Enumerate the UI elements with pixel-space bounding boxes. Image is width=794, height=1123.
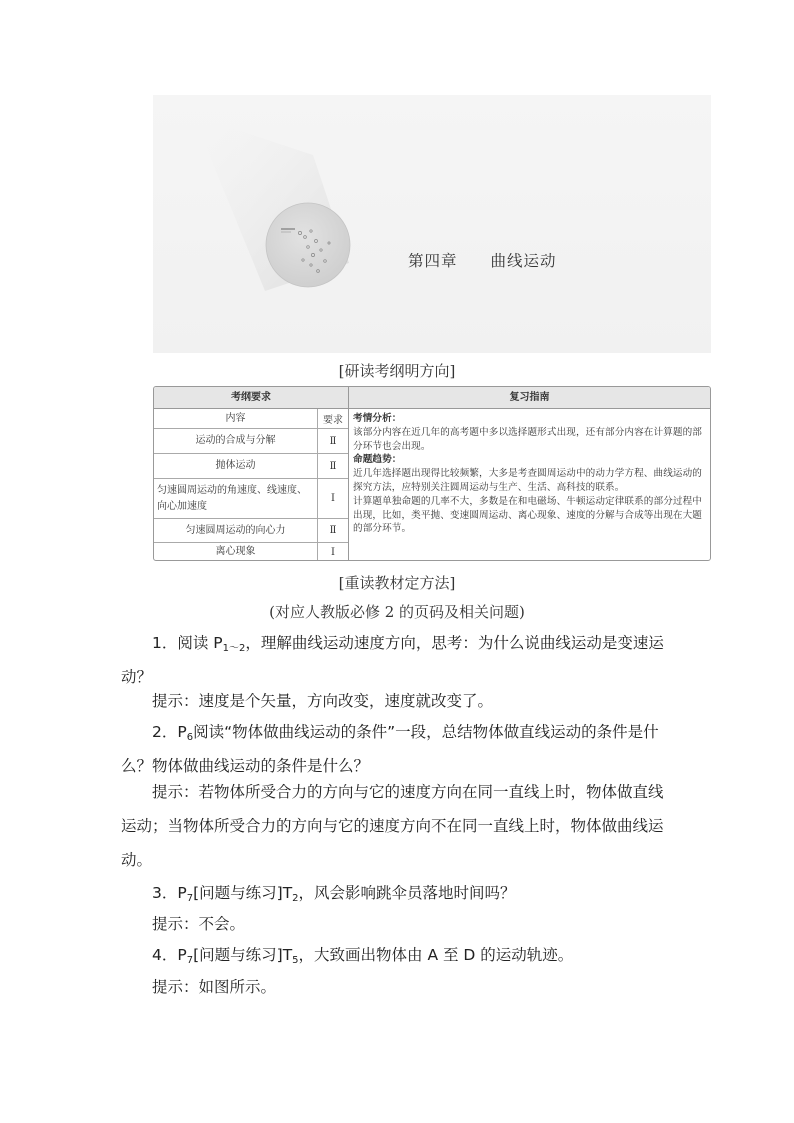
answer-2: 提示：若物体所受合力的方向与它的速度方向在同一直线上时，物体做直线运动；当物体所受合力的方向与它的速度方向不在同一直线上时，物体做曲线运动。 [121, 783, 664, 869]
question-3: 3．$P_7$[问题与练习]$T_2$，风会影响跳伞员落地时间吗？ [152, 884, 516, 904]
textbook-section-subtitle: (对应人教版必修 2 的页码及相关问题) [269, 603, 525, 621]
answer-3: 提示：不会。 [152, 915, 246, 933]
question-2: 2．$P_6$阅读“物体做曲线运动的条件”一段，总结物体做直线运动的条件是什么？物体做曲线运动的条件是什么？ [121, 723, 659, 775]
table-row [154, 543, 348, 561]
requirements-column [154, 409, 349, 561]
row-content: 匀速圆周运动的角速度、线速度、向心加速度 [154, 479, 318, 518]
row-content: 抛体运动 [154, 454, 318, 478]
light-beam-graphic [153, 95, 711, 353]
table-row [154, 519, 348, 543]
analysis-text: 该部分内容在近几年的高考题中多以选择题形式出现，还有部分内容在计算题的部分环节也会出现。 [353, 426, 702, 452]
answer-1: 提示：速度是个矢量，方向改变，速度就改变了。 [152, 692, 494, 710]
row-content: 离心现象 [154, 543, 318, 561]
trend-text-1: 近几年选择题出现得比较频繁，大多是考查圆周运动中的动力学方程、曲线运动的探究方法，应特别关注圆周运动与生产、生活、高科技的联系。 [353, 468, 702, 493]
row-requirement: Ⅱ [329, 435, 337, 447]
analysis-label: 考情分析： [353, 413, 402, 424]
chapter-banner [153, 95, 711, 353]
row-requirement: Ⅱ [329, 525, 337, 536]
question-4: 4．$P_7$[问题与练习]$T_5$，大致画出物体由 A 至 D 的运动轨迹。 [152, 946, 574, 966]
left-header: 考纲要求 [154, 387, 349, 408]
right-header: 复习指南 [509, 392, 550, 403]
row-content: 运动的合成与分解 [154, 429, 318, 453]
trend-label: 命题趋势： [353, 454, 402, 466]
syllabus-section-title: [研读考纲明方向] [338, 362, 456, 380]
chapter-title: 第四章 曲线运动 [408, 252, 557, 270]
table-row [154, 429, 348, 454]
table-row [154, 454, 348, 479]
review-guide [353, 412, 707, 536]
column-header-row [154, 409, 348, 429]
requirement-col-header: 要求 [323, 415, 343, 426]
syllabus-table [153, 386, 711, 561]
answer-4: 提示：如图所示。 [152, 978, 277, 996]
textbook-section-title: [重读教材定方法] [338, 574, 456, 592]
content-col-header: 内容 [154, 409, 318, 428]
row-requirement: Ⅰ [331, 546, 335, 558]
trend-text-2: 计算题单独命题的几率不大，多数是在和电磁场、牛顿运动定律联系的部分过程中出现，比如，类平抛、变速圆周运动、离心现象、速度的分解与合成等出现在大题的部分环节。 [353, 495, 702, 535]
row-requirement: Ⅰ [331, 493, 335, 504]
table-header-row [154, 387, 710, 409]
row-content: 匀速圆周运动的向心力 [154, 519, 318, 542]
question-1: 1．阅读 $P_{1\sim 2}$，理解曲线运动速度方向，思考：为什么说曲线运动是变速运动？ [121, 634, 664, 686]
table-row [154, 479, 348, 519]
row-requirement: Ⅱ [329, 460, 337, 472]
